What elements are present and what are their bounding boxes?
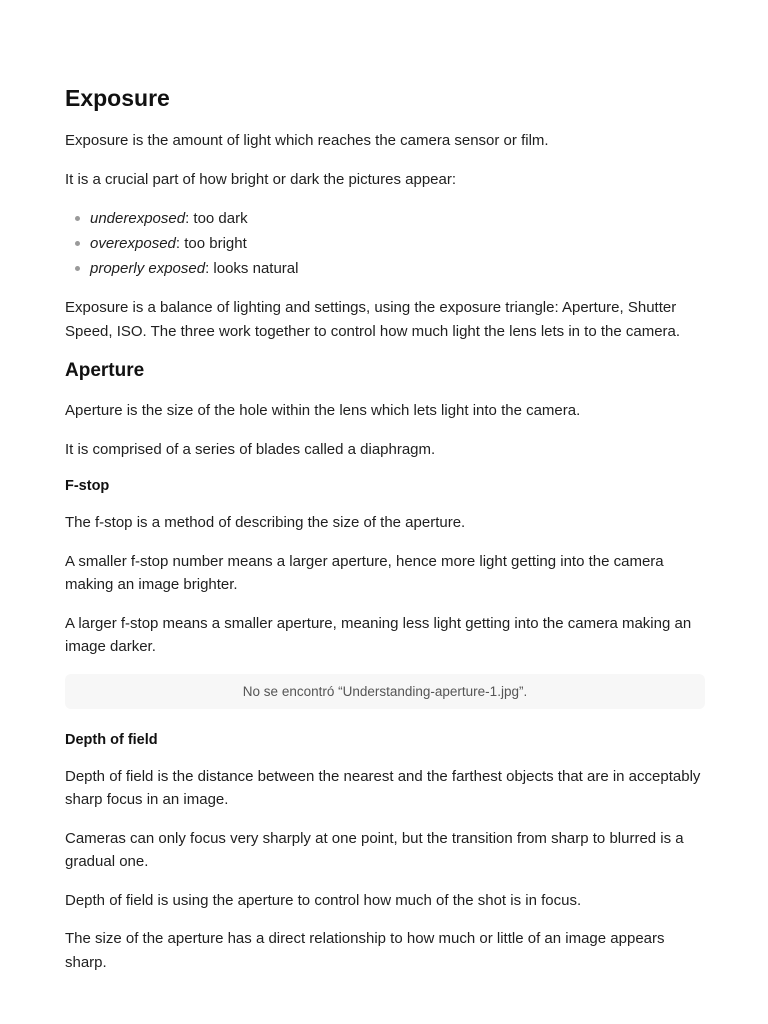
bullet-icon — [75, 216, 80, 221]
paragraph-fstop-3: A larger f-stop means a smaller aperture, meaning less light getting into the camera making an image darker. — [65, 614, 692, 655]
heading-fstop: F-stop — [65, 478, 110, 494]
paragraph-exposure-balance: Exposure is a balance of lighting and settings, using the exposure triangle: Aperture, Shutter Speed, ISO. The three work together to control how much light the lens lets in to the camera. — [65, 299, 681, 340]
heading-aperture: Aperture — [65, 360, 145, 381]
list-item-desc: : too bright — [175, 235, 247, 252]
missing-image-placeholder: No se encontró “Understanding-aperture-1.jpg”. — [65, 674, 705, 709]
paragraph-fstop-1: The f-stop is a method of describing the size of the aperture. — [65, 514, 466, 531]
bullet-icon — [75, 241, 80, 246]
paragraph-aperture-1: Aperture is the size of the hole within the lens which lets light into the camera. — [65, 402, 581, 419]
paragraph-exposure-crucial: It is a crucial part of how bright or dark the pictures appear: — [65, 170, 457, 188]
list-item — [90, 256, 705, 281]
list-item-term: overexposed — [90, 235, 176, 252]
list-item-desc: : too dark — [185, 210, 248, 227]
paragraph-dof-1: Depth of field is the distance between the nearest and the farthest objects that are in acceptably sharp focus in an image. — [65, 767, 701, 808]
list-item-desc: : looks natural — [205, 260, 299, 277]
heading-depth-of-field: Depth of field — [65, 731, 158, 748]
heading-exposure: Exposure — [65, 85, 170, 111]
paragraph-dof-4: The size of the aperture has a direct relationship to how much or little of an image appears sharp. — [65, 930, 665, 971]
paragraph-aperture-2: It is comprised of a series of blades called a diaphragm. — [65, 440, 436, 458]
bullet-icon — [75, 266, 80, 271]
exposure-list — [65, 206, 705, 281]
paragraph-dof-2: Cameras can only focus very sharply at one point, but the transition from sharp to blurred is a gradual one. — [65, 829, 684, 870]
paragraph-dof-3: Depth of field is using the aperture to control how much of the shot is in focus. — [65, 891, 582, 909]
list-item-term: underexposed — [90, 210, 186, 227]
paragraph-fstop-2: A smaller f-stop number means a larger aperture, hence more light getting into the camera making an image brighter. — [65, 552, 664, 593]
paragraph-exposure-intro: Exposure is the amount of light which reaches the camera sensor or film. — [65, 132, 549, 149]
list-item — [90, 206, 705, 231]
document-content — [65, 83, 705, 989]
list-item-term: properly exposed — [90, 260, 206, 277]
list-item — [90, 231, 705, 256]
